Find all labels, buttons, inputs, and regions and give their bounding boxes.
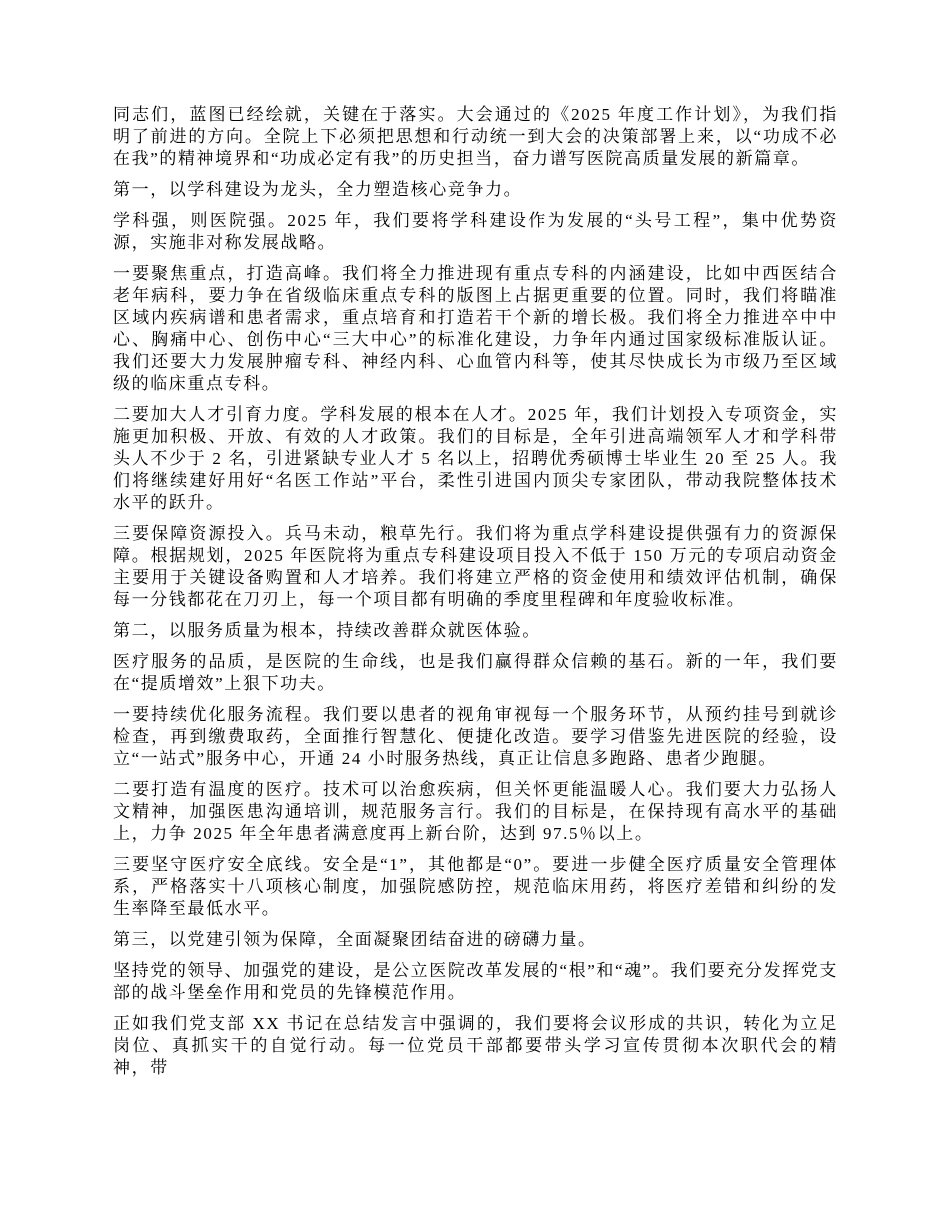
paragraph: 坚持党的领导、加强党的建设，是公立医院改革发展的“根”和“魂”。我们要充分发挥党支部的战斗堡垒作用和党员的先锋模范作用。 — [113, 961, 838, 1002]
paragraph: 医疗服务的品质，是医院的生命线，也是我们赢得群众信赖的基石。新的一年，我们要在“提质增效”上狠下功夫。 — [113, 652, 838, 693]
paragraph: 一要聚焦重点，打造高峰。我们将全力推进现有重点专科的内涵建设，比如中西医结合老年病科，要力争在省级临床重点专科的版图上占据更重要的位置。同时，我们将瞄准区域内疾病谱和患者需求，重点培育和打造若干个新的增长极。我们将全力推进卒中中心、胸痛中心、创伤中心“三大中心”的标准化建设，力争年内通过国家级标准版认证。我们还要大力发展肿瘤专科、神经内科、心血管内科等，使其尽快成长为市级乃至区域级的临床重点专科。 — [113, 264, 838, 393]
section-heading: 第二，以服务质量为根本，持续改善群众就医体验。 — [113, 621, 541, 640]
paragraph: 一要持续优化服务流程。我们要以患者的视角审视每一个服务环节，从预约挂号到就诊检查，再到缴费取药，全面推行智慧化、便捷化改造。要学习借鉴先进医院的经验，设立“一站式”服务中心，开通 24 小时服务热线，真正让信息多跑路、患者少跑腿。 — [113, 705, 838, 768]
paragraph: 三要坚守医疗安全底线。安全是“1”，其他都是“0”。要进一步健全医疗质量安全管理体系，严格落实十八项核心制度，加强院感防控，规范临床用药，将医疗差错和纠纷的发生率降至最低水平。 — [113, 855, 838, 918]
paragraph: 二要加大人才引育力度。学科发展的根本在人才。2025 年，我们计划投入专项资金，实施更加积极、开放、有效的人才政策。我们的目标是，全年引进高端领军人才和学科带头人不少于 2 名，引进紧缺专业人才 5 名以上，招聘优秀硕博士毕业生 20 至 25 人。我们将继续建好用好“名医工作站”平台，柔性引进国内顶尖专家团队，带动我院整体技术水平的跃升。 — [113, 405, 838, 512]
section-heading: 第三，以党建引领为保障，全面凝聚团结奋进的磅礴力量。 — [113, 930, 597, 949]
section-heading: 第一，以学科建设为龙头，全力塑造核心竞争力。 — [113, 180, 523, 199]
paragraph: 正如我们党支部 XX 书记在总结发言中强调的，我们要将会议形成的共识，转化为立足岗位、真抓实干的自觉行动。每一位党员干部都要带头学习宣传贯彻本次职代会的精神，带 — [113, 1014, 838, 1077]
paragraph: 二要打造有温度的医疗。技术可以治愈疾病，但关怀更能温暖人心。我们要大力弘扬人文精神，加强医患沟通培训，规范服务言行。我们的目标是，在保持现有高水平的基础上，力争 2025 年全年患者满意度再上新台阶，达到 97.5％以上。 — [113, 780, 838, 843]
paragraph: 学科强，则医院强。2025 年，我们要将学科建设作为发展的“头号工程”，集中优势资源，实施非对称发展战略。 — [113, 211, 838, 252]
paragraph: 三要保障资源投入。兵马未动，粮草先行。我们将为重点学科建设提供强有力的资源保障。根据规划，2025 年医院将为重点专科建设项目投入不低于 150 万元的专项启动资金主要用于关键设备购置和人才培养。我们将建立严格的资金使用和绩效评估机制，确保每一分钱都花在刀刃上，每一个项目都有明确的季度里程碑和年度验收标准。 — [113, 524, 838, 609]
paragraph: 同志们，蓝图已经绘就，关键在于落实。大会通过的《2025 年度工作计划》，为我们指明了前进的方向。全院上下必须把思想和行动统一到大会的决策部署上来，以“功成不必在我”的精神境界和“功成必定有我”的历史担当，奋力谱写医院高质量发展的新篇章。 — [113, 105, 838, 168]
